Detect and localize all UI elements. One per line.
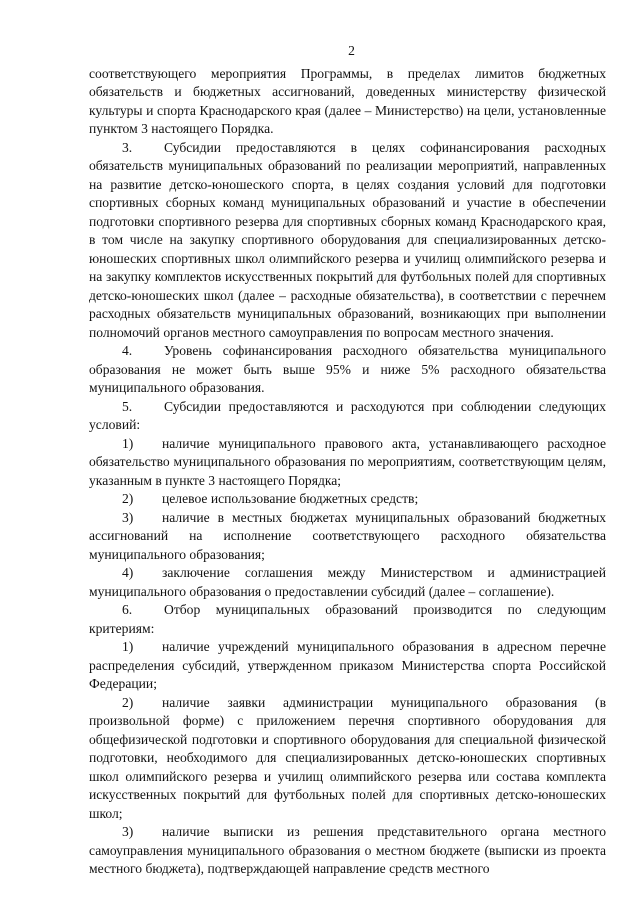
subitem-number: 2) (122, 694, 134, 710)
subitem-number: 1) (122, 639, 134, 654)
paragraph-text: Уровень софинансирования расходного обязательства муниципального образования не может быть выше 95% и ниже 5% расходного обязательства муниципального образования. (89, 343, 606, 395)
paragraph-item-5 (89, 398, 606, 435)
subitem-5-4 (89, 564, 606, 601)
paragraph-text: Субсидии предоставляются в целях софинансирования расходных обязательств муниципальных образований по реализации мероприятий, направленных на развитие детско-юношеского спорта, в целях создания условий для подготовки спортивных сборных команд муниципальных образований и участие в обеспечении подготовки спортивного резерва для спортивных сборных команд Краснодарского края, в том числе на закупку спортивного оборудования для специализированных детско-юношеских спортивных школ олимпийского резерва и училищ олимпийского резерва и на закупку комплектов искусственных покрытий для футбольных полей для спортивных детско-юношеских школ (далее – расходные обязательства), в соответствии с перечнем расходных обязательств муниципальных образований, возникающих при выполнении полномочий органов местного самоуправления по вопросам местного значения. (89, 139, 606, 340)
subitem-text: наличие учреждений муниципального образования в адресном перечне распределения субсидий, утвержденном приказом Министерства спорта Российской Федерации; (89, 639, 606, 691)
paragraph-number: 6. (122, 602, 133, 617)
paragraph-item-6 (89, 601, 606, 638)
page-number: 2 (348, 43, 355, 58)
subitem-5-3 (89, 509, 606, 565)
paragraph-item-3 (89, 139, 606, 343)
paragraph-text: соответствующего мероприятия Программы, в пределах лимитов бюджетных обязательств и бюджетных ассигнований, доведенных министерству физической культуры и спорта Краснодарского края (далее – Министерство) на цели, установленные пунктом 3 настоящего Порядка. (89, 65, 606, 136)
subitem-5-2 (89, 490, 606, 509)
subitem-text: наличие выписки из решения представительного органа местного самоуправления муниципального образования о местном бюджете (выписки из проекта местного бюджета), подтверждающей направление средств местного (89, 824, 606, 876)
subitem-6-2 (89, 694, 606, 824)
paragraph-number: 3. (122, 139, 133, 155)
subitem-text: заключение соглашения между Министерством и администрацией муниципального образования о предоставлении субсидий (далее – соглашение). (89, 565, 606, 599)
paragraph-continuation (89, 65, 606, 139)
paragraph-text: Субсидии предоставляются и расходуются при соблюдении следующих условий: (89, 398, 606, 432)
paragraph-number: 5. (122, 398, 133, 414)
paragraph-item-4 (89, 342, 606, 398)
paragraph-text: Отбор муниципальных образований производится по следующим критериям: (89, 602, 606, 636)
subitem-number: 1) (122, 435, 134, 451)
subitem-text: целевое использование бюджетных средств; (162, 491, 419, 506)
subitem-text: наличие в местных бюджетах муниципальных образований бюджетных ассигнований на исполнение соответствующего расходного обязательства муниципального образования; (89, 509, 606, 562)
subitem-text: наличие муниципального правового акта, устанавливающего расходное обязательство муниципального образования по мероприятиям, соответствующим целям, указанным в пункте 3 настоящего Порядка; (89, 435, 606, 488)
subitem-number: 3) (122, 509, 134, 525)
subitem-6-3 (89, 823, 606, 879)
paragraph-number: 4. (122, 343, 133, 358)
subitem-5-1 (89, 435, 606, 491)
subitem-number: 2) (122, 491, 134, 506)
subitem-number: 4) (122, 565, 134, 580)
subitem-6-1 (89, 638, 606, 694)
subitem-number: 3) (122, 824, 134, 839)
subitem-text: наличие заявки администрации муниципального образования (в произвольной форме) с приложением перечня спортивного оборудования для общефизической подготовки и спортивного оборудования для специальной физической подготовки, необходимого для специализированных детско-юношеских спортивных школ олимпийского резерва и училищ олимпийского резерва или состава комплекта искусственных покрытий для футбольных полей для спортивных детско-юношеских школ; (89, 694, 606, 821)
